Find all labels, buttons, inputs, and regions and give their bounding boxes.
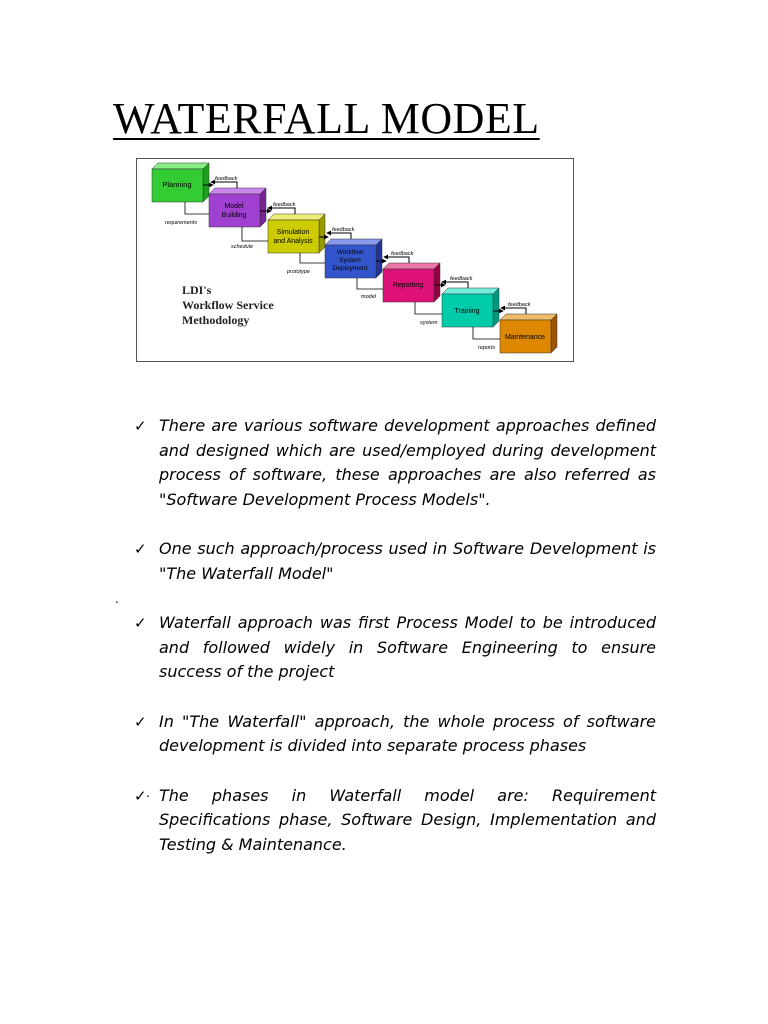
checkmark-icon: ✓ — [134, 614, 147, 632]
feedback-label: feedback — [215, 176, 238, 182]
phase-label-3c: Deployment — [332, 265, 368, 272]
stray-dot: . — [115, 592, 119, 606]
checkmark-icon: ✓ — [134, 786, 147, 805]
phase-label-2a: Simulation — [276, 229, 310, 236]
diagram-caption-line: Workflow Service — [182, 298, 274, 312]
phase-label-3b: System — [339, 257, 361, 264]
phase-label-2b: and Analysis — [273, 238, 313, 245]
output-label: prototype — [287, 269, 310, 275]
output-label: schedule — [231, 244, 254, 250]
phase-label-6: Maintenance — [504, 334, 546, 341]
phase-label-5: Training — [454, 308, 480, 315]
page-title: WATERFALL MODEL — [113, 94, 540, 143]
diagram-caption-line: LDI's — [182, 283, 212, 297]
bullet-text: There are various software development approaches defined and designed which are used/employed during development process of software, these approaches are also referred as "Software Development Process Models". — [159, 416, 656, 509]
stray-dot: . — [146, 786, 150, 800]
phase-block-planning — [152, 163, 209, 202]
bullet-item — [132, 611, 656, 685]
phase-label-1a: Model — [224, 203, 244, 210]
checkmark-icon: ✓ — [134, 712, 147, 731]
feedback-label: feedback — [508, 302, 531, 308]
bullet-text: The phases in Waterfall model are: Requirement Specifications phase, Software Design, Implementation and Testing & Maintenance. — [159, 785, 656, 854]
output-label: system — [420, 320, 438, 326]
phase-label-1b: Building — [221, 212, 247, 219]
bullet-item — [132, 710, 656, 759]
phase-block-model-building — [209, 188, 266, 227]
phase-block-maintenance — [500, 314, 557, 353]
waterfall-diagram-svg — [137, 159, 575, 363]
checkmark-icon: ✓ — [134, 540, 147, 558]
waterfall-diagram — [136, 158, 574, 362]
feedback-label: feedback — [391, 251, 414, 257]
output-label: reports — [478, 345, 496, 351]
bullet-list — [132, 410, 656, 857]
phase-label-0: Planning — [162, 180, 192, 189]
phase-label-4: Reporting — [392, 282, 424, 289]
phase-block-simulation — [268, 214, 325, 253]
bullet-item — [132, 414, 656, 512]
feedback-label: feedback — [273, 202, 296, 208]
bullet-text: One such approach/process used in Software Development is "The Waterfall Model" — [159, 539, 656, 583]
output-label: requirements — [165, 220, 198, 226]
feedback-label: feedback — [332, 227, 355, 233]
phase-block-training — [442, 288, 499, 327]
bullet-text: In "The Waterfall" approach, the whole process of software development is divided into separate process phases — [159, 711, 656, 755]
bullet-text: Waterfall approach was first Process Model to be introduced and followed widely in Software Engineering to ensure success of the project — [159, 613, 656, 681]
checkmark-icon: ✓ — [134, 417, 147, 435]
diagram-caption-line: Methodology — [182, 313, 250, 327]
bullet-item — [132, 784, 656, 858]
phase-block-workflow — [325, 239, 382, 278]
bullet-item — [132, 537, 656, 586]
phase-block-reporting — [383, 263, 440, 302]
output-label: model — [361, 294, 376, 300]
phase-label-3a: Workflow — [336, 249, 364, 256]
feedback-label: feedback — [450, 276, 473, 282]
